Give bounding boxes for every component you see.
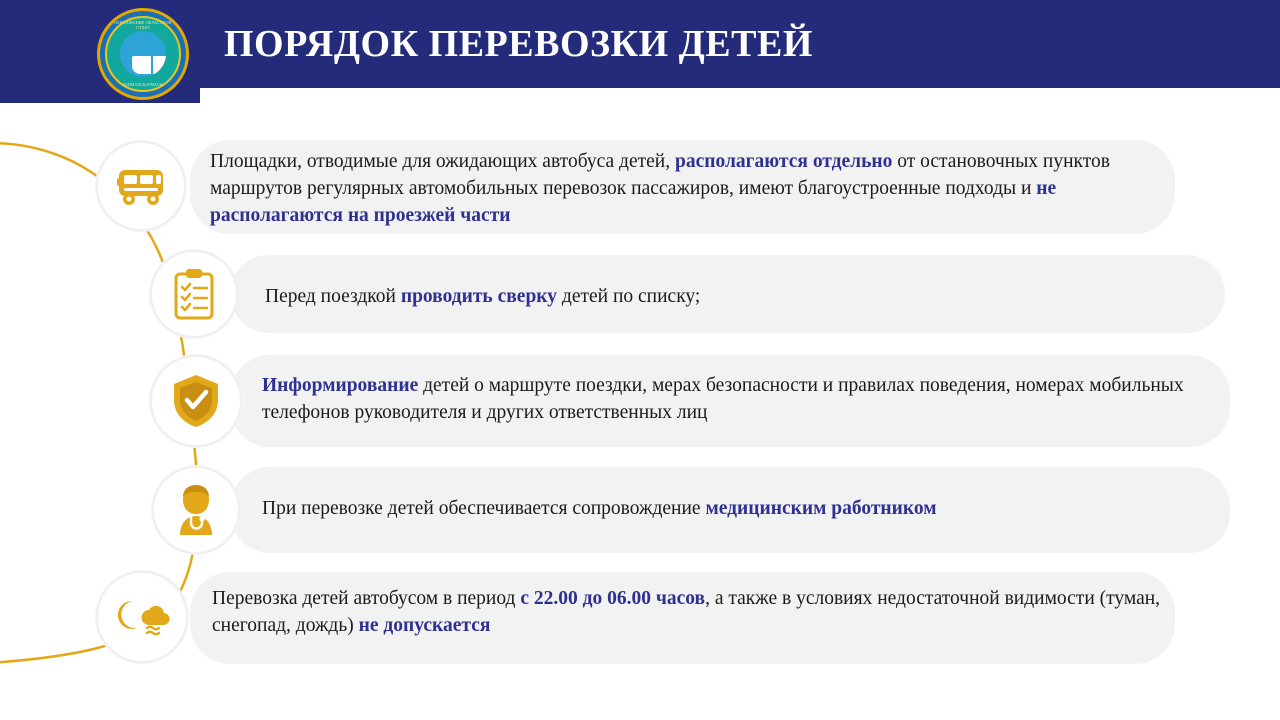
logo-top-text: ОБРАЗОВАНИЕ ОБЛАСТНОЙ ОТДЕЛ [114,20,172,30]
row-text-highlight: с 22.00 до 06.00 часов [520,588,706,609]
row-text-highlight: Информирование [262,375,419,396]
icon-bubble-bus [96,141,186,231]
page-header [0,0,1280,103]
row-text-highlight: располагаются отдельно [675,151,893,172]
open-book-icon [132,56,166,74]
bus-icon [115,164,167,208]
icon-bubble-medic [152,466,240,554]
row-text-segment: детей о маршруте поездки, мерах безопасности и правилах поведения, номерах мобильных телефонов руководителя и других ответственных лиц [262,375,1184,423]
icon-bubble-checklist [150,250,238,338]
logo-ring [105,16,181,92]
icon-bubble-night-fog [96,571,188,663]
row-text-segment: Перед поездкой [265,286,401,307]
page-title: ПОРЯДОК ПЕРЕВОЗКИ ДЕТЕЙ [224,23,813,65]
row-text-segment: , а также в условиях недостаточной видимости (туман, снегопад, дождь) [212,588,1161,636]
icon-bubble-shield [150,355,242,447]
row-text [265,283,1195,310]
row-text-segment: При перевозке детей обеспечивается сопровождение [262,498,706,519]
row-text [210,148,1150,229]
shield-check-icon [171,373,221,429]
row-text-highlight: не располагаются на проезжей части [210,178,1057,226]
organization-logo [97,8,189,100]
logo-inner-disc [120,31,166,77]
row-text-highlight: медицинским работником [705,498,937,519]
logo-bottom-text: БІЛІМ БАСҚАРМАСЫ [122,82,163,87]
row-text-highlight: проводить сверку [400,286,558,307]
row-text-segment: детей по списку; [557,286,701,307]
night-fog-icon [113,597,171,637]
row-text-highlight: не допускается [358,615,491,636]
row-text-segment: Площадки, отводимые для ожидающих автобуса детей, [210,151,675,172]
row-text [212,585,1162,639]
checklist-clipboard-icon [171,268,217,320]
medical-worker-icon [172,483,220,537]
row-text-segment: Перевозка детей автобусом в период [212,588,521,609]
row-text [262,372,1222,426]
row-text [262,495,1222,522]
row-text-segment: от остановочных пунктов маршрутов регулярных автомобильных перевозок пассажиров, имеют благоустроенные подходы и [210,151,1110,199]
